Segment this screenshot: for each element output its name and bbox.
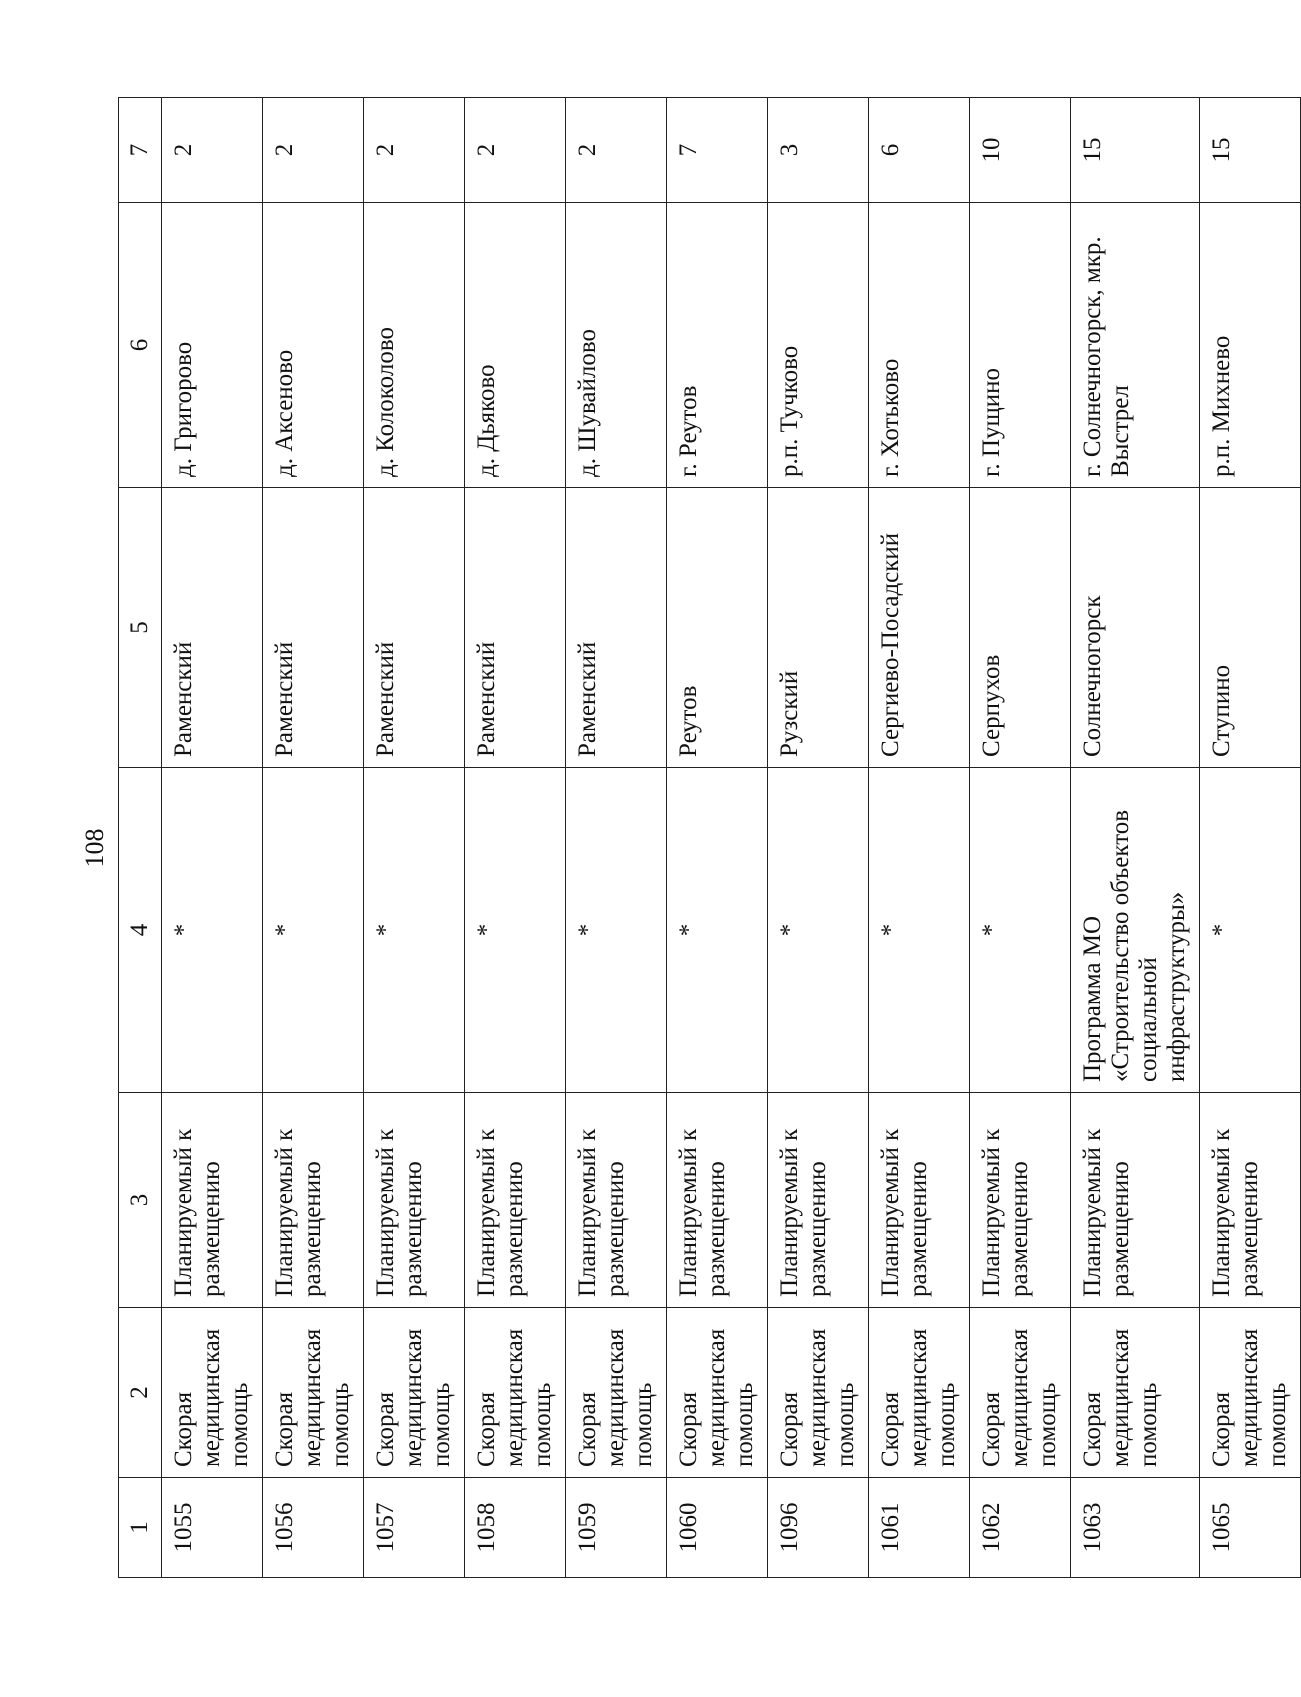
program-reference: * [768, 768, 869, 1093]
row-number: 1096 [768, 1478, 869, 1578]
table-container [118, 98, 1291, 1578]
municipal-district: Рузский [768, 488, 869, 768]
row-number: 1060 [667, 1478, 768, 1578]
municipal-district: Раменский [465, 488, 566, 768]
quantity-value: 2 [566, 98, 667, 203]
facility-status: Планируемый к размещению [970, 1093, 1071, 1308]
facility-status: Планируемый к размещению [1071, 1093, 1200, 1308]
table-body [162, 98, 1301, 1578]
program-reference: * [465, 768, 566, 1093]
settlement: д. Дьяково [465, 203, 566, 488]
table-row [1071, 98, 1200, 1578]
quantity-value: 10 [970, 98, 1071, 203]
program-reference: * [869, 768, 970, 1093]
row-number: 1061 [869, 1478, 970, 1578]
column-header: 2 [119, 1308, 162, 1478]
municipal-district: Раменский [566, 488, 667, 768]
table-row [970, 98, 1071, 1578]
municipal-district: Серпухов [970, 488, 1071, 768]
program-reference: Программа МО «Строительство объектов социальной инфраструктуры» [1071, 768, 1200, 1093]
quantity-value: 2 [263, 98, 364, 203]
municipal-district: Раменский [162, 488, 263, 768]
table-row [667, 98, 768, 1578]
row-number: 1057 [364, 1478, 465, 1578]
quantity-value: 3 [768, 98, 869, 203]
column-header: 7 [119, 98, 162, 203]
facilities-table [118, 97, 1301, 1578]
settlement: р.п. Михнево [1200, 203, 1301, 488]
row-number: 1062 [970, 1478, 1071, 1578]
row-number: 1056 [263, 1478, 364, 1578]
table-row [364, 98, 465, 1578]
municipal-district: Сергиево-Посадский [869, 488, 970, 768]
facility-status: Планируемый к размещению [465, 1093, 566, 1308]
facility-type: Скорая медицинская помощь [1071, 1308, 1200, 1478]
table-row [1200, 98, 1301, 1578]
quantity-value: 7 [667, 98, 768, 203]
facility-status: Планируемый к размещению [768, 1093, 869, 1308]
facility-status: Планируемый к размещению [1200, 1093, 1301, 1308]
row-number: 1063 [1071, 1478, 1200, 1578]
table-row [869, 98, 970, 1578]
facility-status: Планируемый к размещению [667, 1093, 768, 1308]
facility-status: Планируемый к размещению [364, 1093, 465, 1308]
program-reference: * [1200, 768, 1301, 1093]
column-header: 5 [119, 488, 162, 768]
program-reference: * [364, 768, 465, 1093]
header-row [119, 98, 162, 1578]
facility-status: Планируемый к размещению [162, 1093, 263, 1308]
program-reference: * [667, 768, 768, 1093]
facility-type: Скорая медицинская помощь [162, 1308, 263, 1478]
quantity-value: 2 [465, 98, 566, 203]
facility-status: Планируемый к размещению [869, 1093, 970, 1308]
facility-status: Планируемый к размещению [263, 1093, 364, 1308]
table-row [465, 98, 566, 1578]
municipal-district: Реутов [667, 488, 768, 768]
quantity-value: 2 [162, 98, 263, 203]
facility-type: Скорая медицинская помощь [1200, 1308, 1301, 1478]
facility-type: Скорая медицинская помощь [768, 1308, 869, 1478]
table-row [263, 98, 364, 1578]
settlement: д. Григорово [162, 203, 263, 488]
facility-type: Скорая медицинская помощь [364, 1308, 465, 1478]
facility-type: Скорая медицинская помощь [869, 1308, 970, 1478]
row-number: 1058 [465, 1478, 566, 1578]
program-reference: * [566, 768, 667, 1093]
settlement: г. Пущино [970, 203, 1071, 488]
table-row [768, 98, 869, 1578]
settlement: г. Солнечногорск, мкр. Выстрел [1071, 203, 1200, 488]
quantity-value: 15 [1071, 98, 1200, 203]
column-header: 6 [119, 203, 162, 488]
municipal-district: Солнечногорск [1071, 488, 1200, 768]
settlement: г. Реутов [667, 203, 768, 488]
page-number: 108 [80, 828, 109, 868]
municipal-district: Ступино [1200, 488, 1301, 768]
program-reference: * [970, 768, 1071, 1093]
column-header: 1 [119, 1478, 162, 1578]
municipal-district: Раменский [263, 488, 364, 768]
row-number: 1055 [162, 1478, 263, 1578]
table-row [566, 98, 667, 1578]
facility-type: Скорая медицинская помощь [465, 1308, 566, 1478]
row-number: 1059 [566, 1478, 667, 1578]
facility-type: Скорая медицинская помощь [970, 1308, 1071, 1478]
settlement: д. Шувайлово [566, 203, 667, 488]
program-reference: * [263, 768, 364, 1093]
table-row [162, 98, 263, 1578]
quantity-value: 2 [364, 98, 465, 203]
settlement: р.п. Тучково [768, 203, 869, 488]
settlement: д. Аксеново [263, 203, 364, 488]
municipal-district: Раменский [364, 488, 465, 768]
quantity-value: 6 [869, 98, 970, 203]
column-header: 3 [119, 1093, 162, 1308]
program-reference: * [162, 768, 263, 1093]
settlement: д. Колоколово [364, 203, 465, 488]
facility-type: Скорая медицинская помощь [667, 1308, 768, 1478]
row-number: 1065 [1200, 1478, 1301, 1578]
facility-status: Планируемый к размещению [566, 1093, 667, 1308]
quantity-value: 15 [1200, 98, 1301, 203]
column-header: 4 [119, 768, 162, 1093]
facility-type: Скорая медицинская помощь [263, 1308, 364, 1478]
facility-type: Скорая медицинская помощь [566, 1308, 667, 1478]
settlement: г. Хотьково [869, 203, 970, 488]
